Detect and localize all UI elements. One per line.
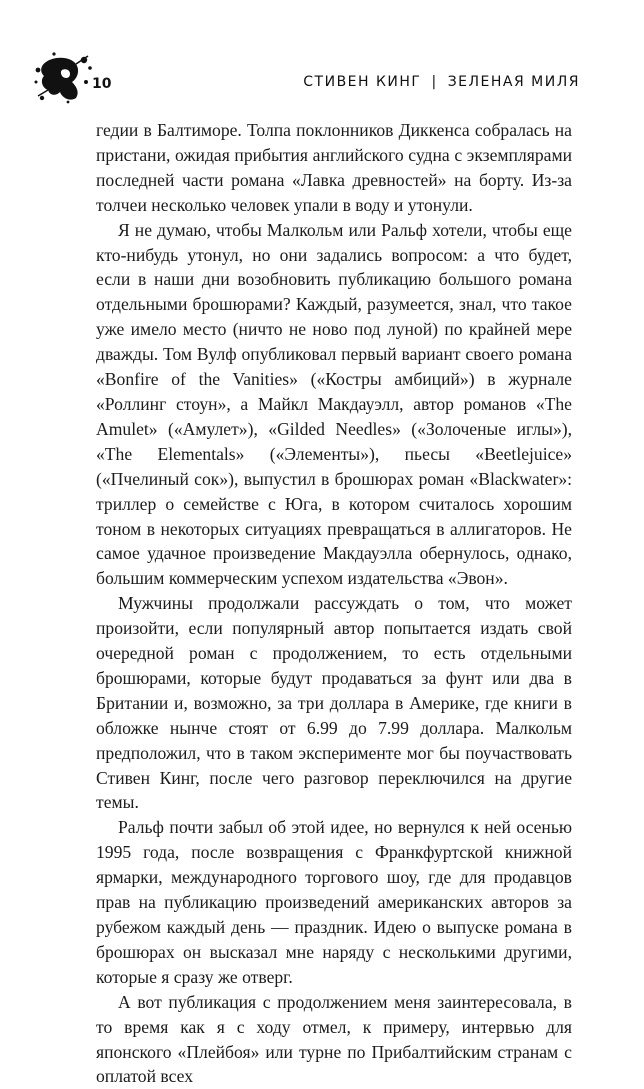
paragraph: Я не думаю, чтобы Малкольм или Ральф хотели, чтобы еще кто-нибудь утонул, но они задались вопросом: а что будет, если в наши дни возобновить публикацию большого романа отдельными брошюрами? Каждый, разумеется, знал, что такое уже имело место (ничто не ново под луной) по крайней мере дважды. Том Вулф опубликовал первый вариант своего романа «Bonfire of the Vanities» («Костры амбиций») в журнале «Роллинг стоун», а Майкл Макдауэлл, автор романов «The Amulet» («Амулет»), «Gilded Needles» («Золоченые иглы»), «The Elementals» («Элементы»), пьесы «Beetlejuice» («Пчелиный сок»), выпустил в брошюрах роман «Blackwater»: триллер о семействе с Юга, в котором считалось хорошим тоном в некоторых ситуациях превращаться в аллигаторов. Не самое удачное произведение Макдауэлла обернулось, однако, большим коммерческим успехом издательства «Эвон». (96, 219, 572, 589)
running-head-title: ЗЕЛЕНАЯ МИЛЯ (447, 74, 580, 90)
paragraph-continued: гедии в Балтиморе. Толпа поклонников Диккенса собралась на пристани, ожидая прибытия английского судна с экземплярами последней части романа «Лавка древностей» на борту. Из-за толчеи несколько человек упали в воду и утонули. (96, 120, 572, 215)
running-head (303, 74, 580, 90)
running-head-author: СТИВЕН КИНГ (303, 74, 422, 90)
paragraph: Ральф почти забыл об этой идее, но вернулся к ней осенью 1995 года, после возвращения с Франкфуртской книжной ярмарки, международного торгового шоу, где для продавцов прав на публикацию произведений американских авторов за рубежом каждый день — праздник. Идею о выпуске романа в брошюрах он высказал мне наряду с несколькими другими, которые я сразу же отверг. (96, 817, 572, 987)
body-text (96, 118, 572, 1089)
paragraph: Мужчины продолжали рассуждать о том, что может произойти, если популярный автор попытается издать свой очередной роман с продолжением, то есть отдельными брошюрами, которые будут продаваться за фунт или два в Британии и, возможно, за три доллара в Америке, где книги в обложке нынче стоят от 6.99 до 7.99 доллара. Малкольм предположил, что в таком эксперименте мог бы поучаствовать Стивен Кинг, после чего разговор переключился на другие темы. (96, 593, 572, 813)
page-header (32, 52, 580, 104)
paragraph: А вот публикация с продолжением меня заинтересовала, в то время как я с ходу отмел, к примеру, интервью для японского «Плейбоя» или турне по Прибалтийским странам с оплатой всех (96, 991, 572, 1087)
page-number: 10 (92, 76, 112, 92)
running-head-separator: | (431, 74, 438, 90)
ink-blot-ornament (32, 52, 96, 104)
